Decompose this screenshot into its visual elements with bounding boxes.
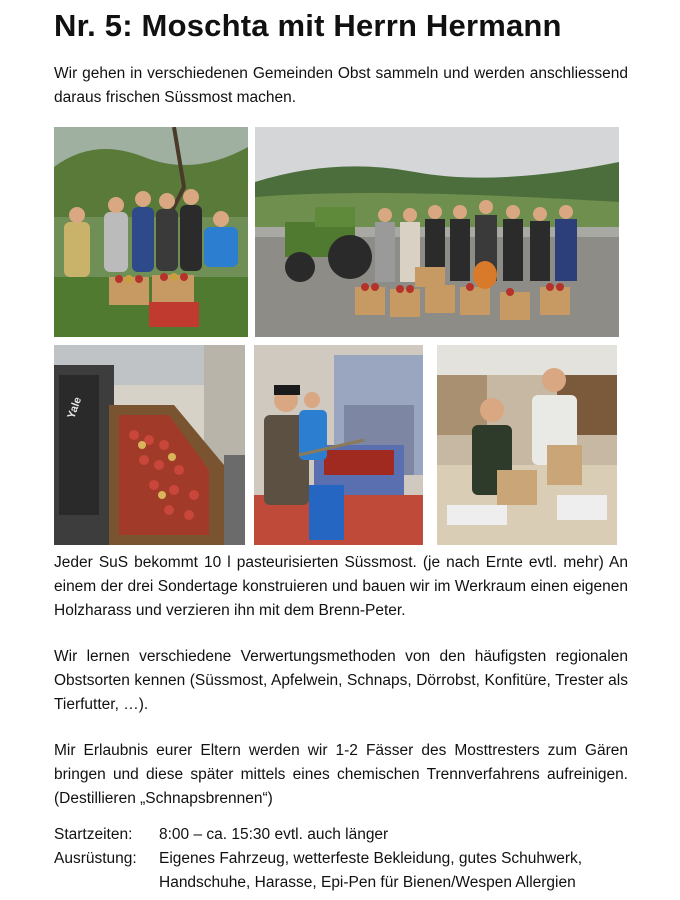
logistics-section xyxy=(54,823,654,895)
photo-forklift-apples xyxy=(54,345,245,545)
start-times-value: 8:00 – ca. 15:30 evtl. auch länger xyxy=(159,826,389,843)
photo-woodwork-room xyxy=(437,345,617,545)
photo-group-tractor xyxy=(255,127,619,337)
photo-apple-press xyxy=(254,345,423,545)
intro-paragraph: Wir gehen in verschiedenen Gemeinden Obst sammeln und werden anschliessend daraus frischen Süssmost machen. xyxy=(54,65,628,106)
paragraph-juice-and-crate: Jeder SuS bekommt 10 l pasteurisierten Süssmost. (je nach Ernte evtl. mehr) An einem der drei Sondertage konstruieren und bauen wir im Werkraum einen eigenen Holzharass und verzieren ihn mit dem Brenn-Peter. xyxy=(54,554,628,619)
photo-group-orchard xyxy=(54,127,248,337)
equipment-value-line1: Eigenes Fahrzeug, wetterfeste Bekleidung, gutes Schuhwerk, xyxy=(159,850,583,867)
paragraph-fruit-uses: Wir lernen verschiedene Verwertungsmethoden von den häufigsten regionalen Obstsorten kennen (Süssmost, Apfelwein, Schnaps, Dörrobst, Konfitüre, Trester als Tierfutter, …). xyxy=(54,648,628,713)
forklift-brand-label: Yale xyxy=(65,395,85,421)
start-times-label: Startzeiten: xyxy=(54,826,133,843)
paragraph-distilling: Mir Erlaubnis eurer Eltern werden wir 1-2 Fässer des Mosttresters zum Gären bringen und diese später mittels eines chemischen Trennverfahrens aufreinigen. (Destillieren „Schnapsbrennen“) xyxy=(54,742,628,807)
equipment-label: Ausrüstung: xyxy=(54,850,137,867)
page-title: Nr. 5: Moschta mit Herrn Hermann xyxy=(54,8,562,43)
equipment-value-line2: Handschuhe, Harasse, Epi-Pen für Bienen/Wespen Allergien xyxy=(159,874,576,891)
